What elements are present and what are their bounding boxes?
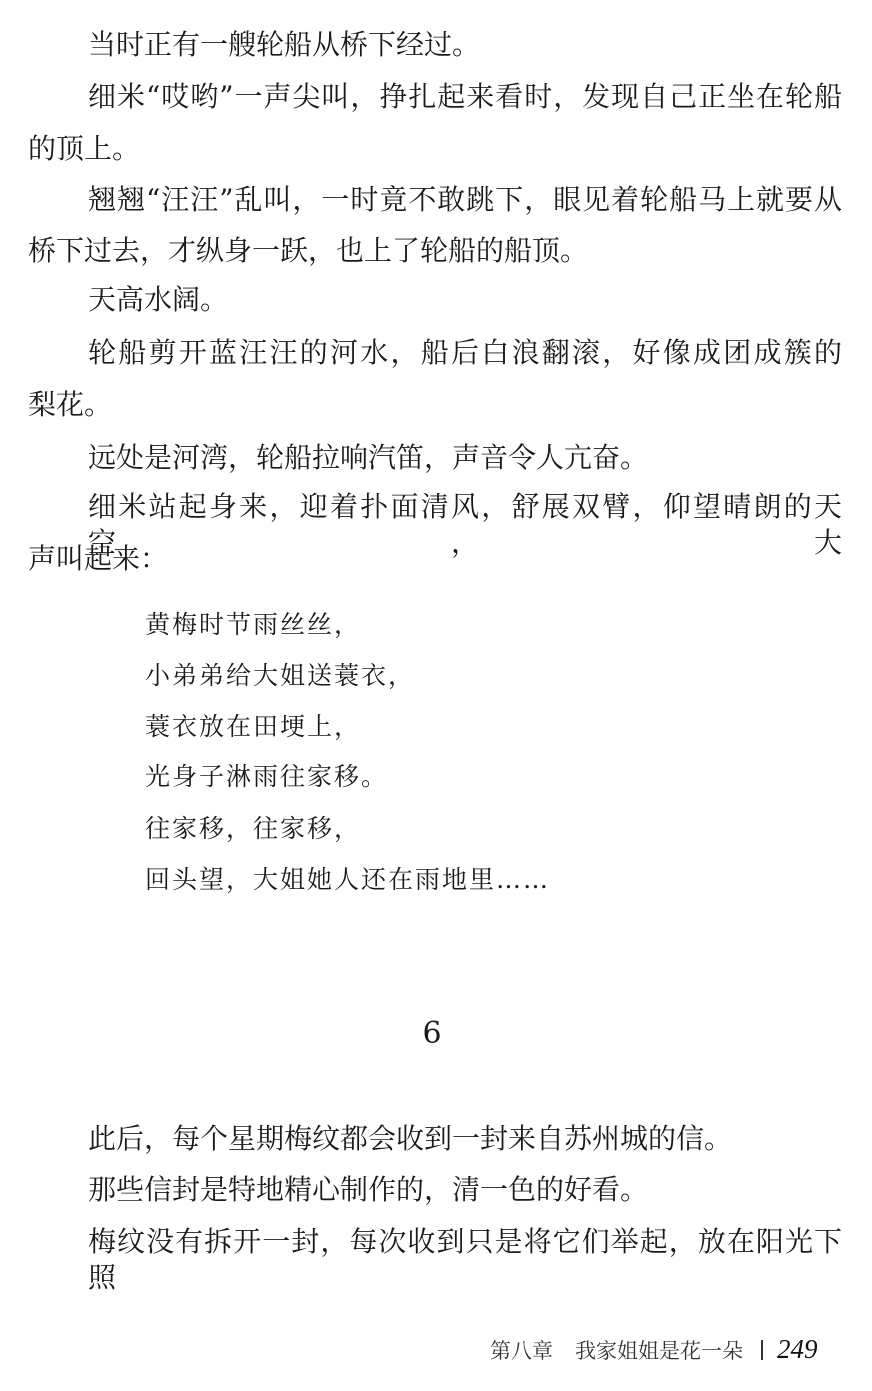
- poem-line: 黄梅时节雨丝丝，: [145, 610, 362, 639]
- footer-divider: [761, 1340, 763, 1360]
- poem-line: 光身子淋雨往家移。: [145, 762, 389, 791]
- text-line: 那些信封是特地精心制作的，清一色的好看。: [88, 1173, 649, 1206]
- text-line: 梨花。: [28, 388, 113, 421]
- poem-line: 蓑衣放在田埂上，: [145, 712, 362, 741]
- text-line: 天高水阔。: [88, 283, 229, 316]
- text-line: 声叫起来：: [28, 542, 169, 575]
- poem-line: 往家移，往家移，: [145, 814, 362, 843]
- text-line: 的顶上。: [28, 132, 141, 165]
- text-line: 轮船剪开蓝汪汪的河水，船后白浪翻滚，好像成团成簇的: [88, 336, 842, 369]
- text-line: 细米站起身来，迎着扑面清风，舒展双臂，仰望晴朗的天空，大: [88, 490, 842, 559]
- chapter-label: 第八章: [490, 1339, 553, 1363]
- poem-line: 回头望，大姐她人还在雨地里……: [145, 865, 551, 894]
- text-line: 细米“哎哟”一声尖叫，挣扎起来看时，发现自己正坐在轮船: [88, 80, 842, 113]
- text-line: 梅纹没有拆开一封，每次收到只是将它们举起，放在阳光下照: [88, 1225, 842, 1294]
- text-line: 远处是河湾，轮船拉响汽笛，声音令人亢奋。: [88, 441, 649, 474]
- page-number: 249: [777, 1334, 818, 1364]
- text-line: 此后，每个星期梅纹都会收到一封来自苏州城的信。: [88, 1122, 733, 1155]
- page-footer: [490, 1334, 818, 1365]
- text-line: 翘翘“汪汪”乱叫，一时竟不敢跳下，眼见着轮船马上就要从: [88, 183, 842, 216]
- chapter-title: 我家姐姐是花一朵: [575, 1339, 743, 1363]
- text-line: 桥下过去，才纵身一跃，也上了轮船的船顶。: [28, 234, 589, 267]
- section-number: 6: [422, 1016, 442, 1051]
- poem-line: 小弟弟给大姐送蓑衣，: [145, 661, 416, 690]
- text-line: 当时正有一艘轮船从桥下经过。: [88, 28, 481, 61]
